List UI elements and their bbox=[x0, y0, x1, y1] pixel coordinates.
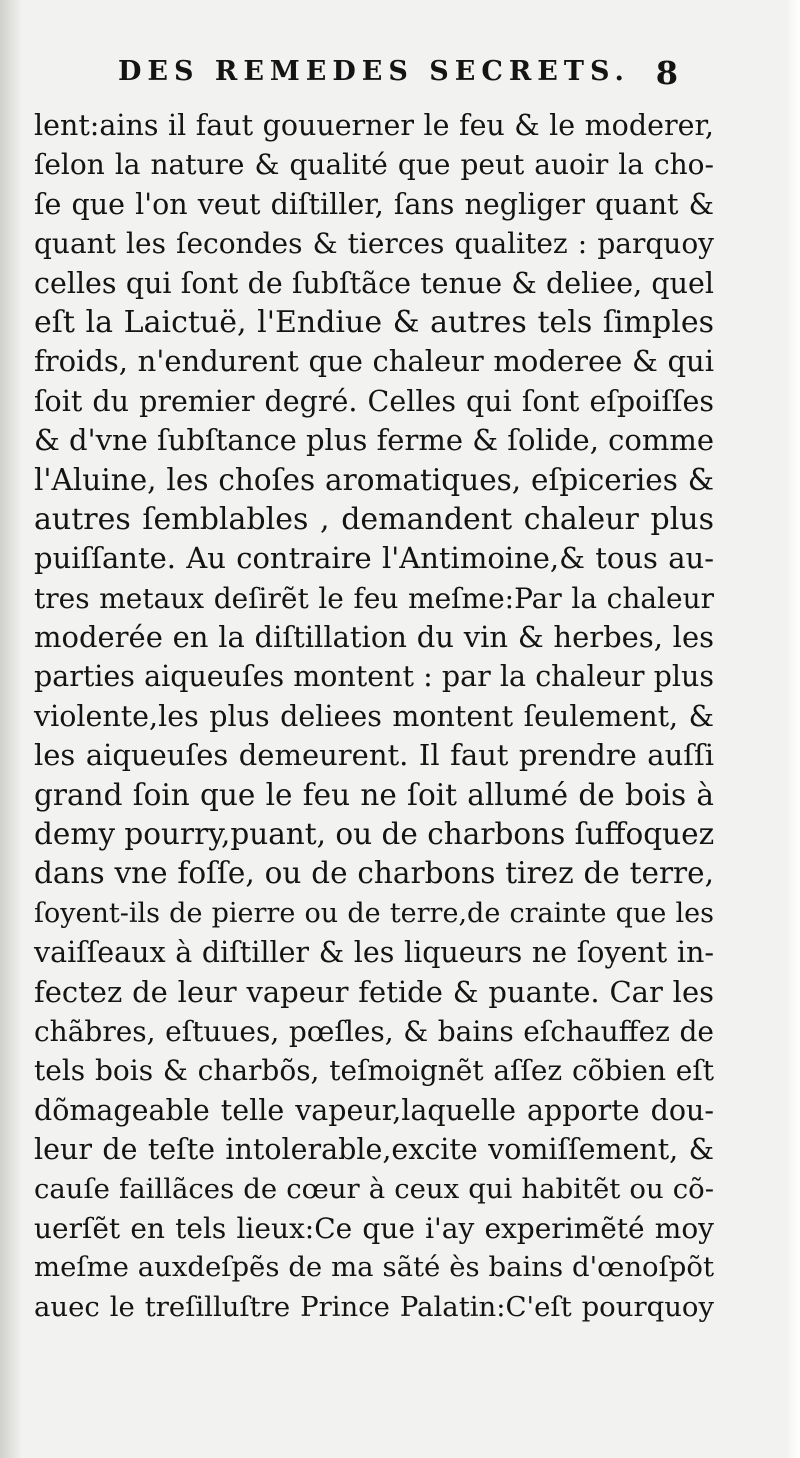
text-line: tels bois & charbõs, teſmoignẽt aſſez cõbien eſt bbox=[34, 1054, 714, 1088]
text-line: vaiſſeaux à diſtiller & les liqueurs ne ſoyent in- bbox=[34, 936, 714, 970]
text-line: fectez de leur vapeur fetide & puante. Car les bbox=[34, 974, 714, 1009]
text-line: dans vne foſſe, ou de charbons tirez de terre, bbox=[34, 856, 714, 891]
text-line: puiſſante. Au contraire l'Antimoine,& tous au- bbox=[34, 541, 714, 576]
text-line: froids, n'endurent que chaleur moderee & qui bbox=[34, 344, 714, 379]
text-line: les aiqueuſes demeurent. Il faut prendre auſſi bbox=[34, 738, 714, 773]
gutter-shadow bbox=[0, 0, 22, 1458]
text-line: demy pourry,puant, ou de charbons ſuffoquez bbox=[34, 817, 715, 852]
text-line: cauſe faillãces de cœur à ceux qui habitẽt ou cõ- bbox=[34, 1172, 714, 1205]
text-line: tres metaux deſirẽt le feu meſme:Par la chaleur bbox=[34, 581, 714, 615]
page-edge bbox=[786, 0, 800, 1458]
text-line: ſelon la nature & qualité que peut auoir la cho- bbox=[34, 148, 714, 182]
page-number: 8 bbox=[655, 54, 678, 92]
text-line: lent:ains il faut gouuerner le feu & le moderer, bbox=[34, 109, 714, 142]
text-line: autres ſemblables , demandent chaleur plus bbox=[34, 501, 714, 537]
text-line: leur de teſte intolerable,excite vomiſſement, & bbox=[34, 1133, 714, 1167]
text-line: parties aiqueuſes montent : par la chaleur plus bbox=[34, 660, 714, 694]
text-line: ſoit du premier degré. Celles qui ſont eſpoiſſes bbox=[34, 384, 714, 418]
text-line: ſe que l'on veut diſtiller, ſans negliger quant & bbox=[34, 187, 714, 221]
text-line: l'Aluine, les choſes aromatiques, eſpiceries & bbox=[34, 462, 714, 497]
text-line: quant les ſecondes & tierces qualitez : parquoy bbox=[34, 227, 714, 261]
text-line: auec le treſilluſtre Prince Palatin:C'eſt pourquoy bbox=[34, 1290, 714, 1323]
page-header bbox=[118, 56, 678, 100]
text-line: violente,les plus deliees montent ſeulement, & bbox=[34, 699, 714, 733]
text-line: ſoyent-ils de pierre ou de terre,de crainte que les bbox=[34, 897, 714, 929]
text-line: grand ſoin que le feu ne ſoit allumé de bois à bbox=[34, 777, 714, 812]
text-line: uerſẽt en tels lieux:Ce que i'ay experimẽté moy bbox=[34, 1211, 714, 1245]
text-line: moderée en la diſtillation du vin & herbes, les bbox=[34, 620, 714, 655]
text-line: & d'vne ſubſtance plus ferme & ſolide, comme bbox=[34, 423, 715, 458]
text-line: dõmageable telle vapeur,laquelle apporte dou- bbox=[34, 1093, 714, 1127]
body-text bbox=[34, 106, 714, 1327]
text-line: eſt la Laictuë, l'Endiue & autres tels ſimples bbox=[34, 304, 714, 340]
text-line: celles qui ſont de ſubſtãce tenue & deliee, quel bbox=[34, 266, 714, 300]
text-line: chãbres, eſtuues, pœſles, & bains eſchauffez de bbox=[34, 1014, 714, 1048]
running-head: DES REMEDES SECRETS. bbox=[118, 56, 630, 87]
text-line: meſme auxdeſpẽs de ma sãté ès bains d'œnoſpõt bbox=[34, 1251, 714, 1284]
